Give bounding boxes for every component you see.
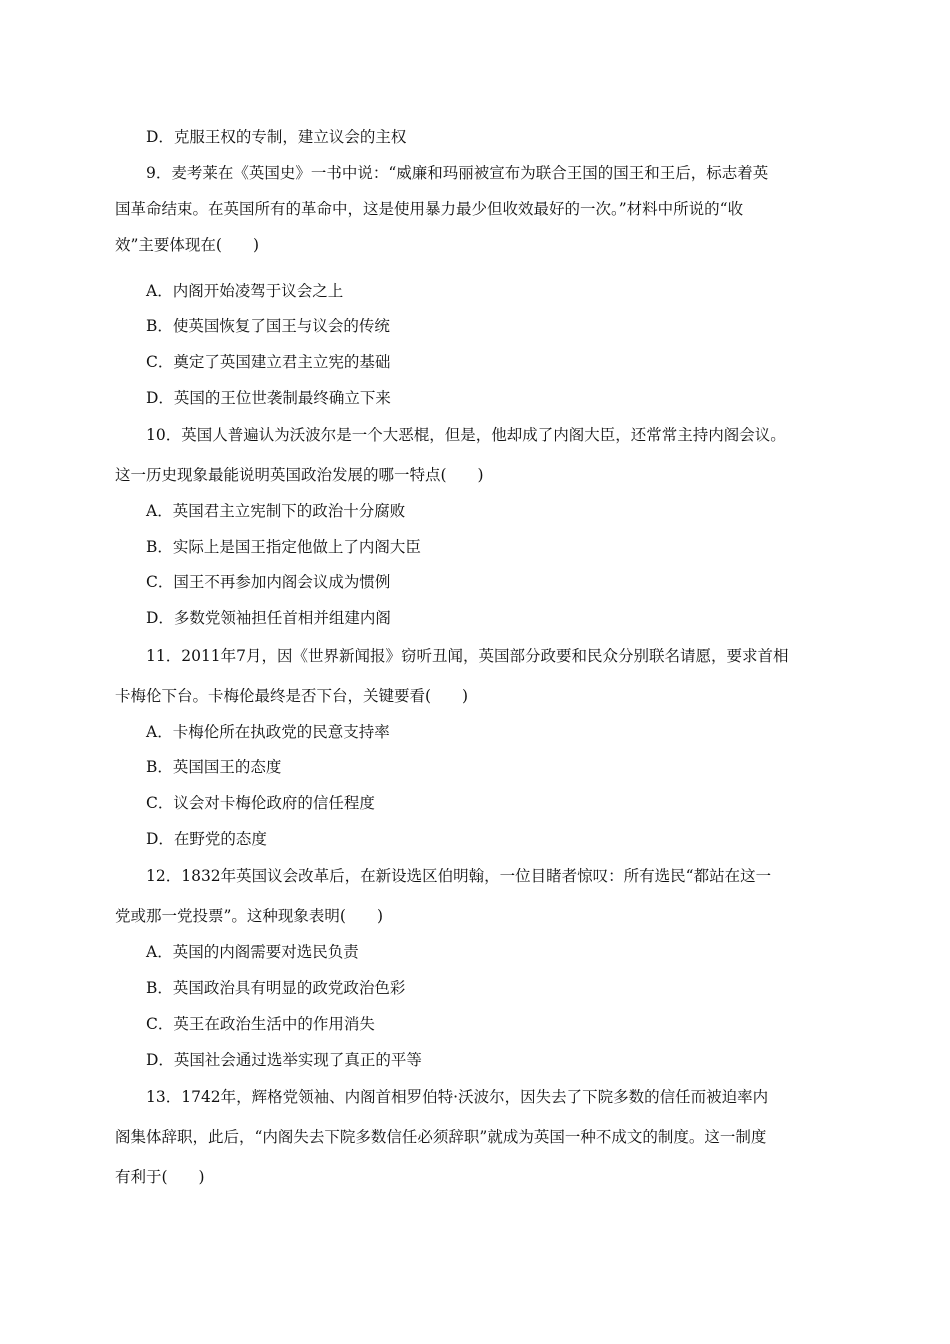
q10-option-a: A．英国君主立宪制下的政治十分腐败 xyxy=(146,502,406,520)
q11-stem-line-2: 卡梅伦下台。卡梅伦最终是否下台，关键要看( ) xyxy=(115,687,469,705)
q11-option-d: D．在野党的态度 xyxy=(146,830,267,848)
q10-stem-line-2: 这一历史现象最能说明英国政治发展的哪一特点( ) xyxy=(115,466,484,484)
q9-option-a: A．内阁开始凌驾于议会之上 xyxy=(146,282,344,300)
q10-option-c: C．国王不再参加内阁会议成为惯例 xyxy=(146,573,391,591)
q9-stem-line-1: 9．麦考莱在《英国史》一书中说：“威廉和玛丽被宣布为联合王国的国王和王后，标志着英 xyxy=(146,164,769,182)
q10-stem-line-1: 10．英国人普遍认为沃波尔是一个大恶棍，但是，他却成了内阁大臣，还常常主持内阁会议。 xyxy=(146,426,786,444)
q11-option-a: A．卡梅伦所在执政党的民意支持率 xyxy=(146,723,390,741)
q12-stem-line-2: 党或那一党投票”。这种现象表明( ) xyxy=(115,907,384,925)
q12-option-c: C．英王在政治生活中的作用消失 xyxy=(146,1015,375,1033)
q11-stem-line-1: 11．2011年7月，因《世界新闻报》窃听丑闻，英国部分政要和民众分别联名请愿，要求首相 xyxy=(146,647,789,665)
q10-option-d: D．多数党领袖担任首相并组建内阁 xyxy=(146,609,391,627)
q12-option-a: A．英国的内阁需要对选民负责 xyxy=(146,943,359,961)
q10-option-b: B．实际上是国王指定他做上了内阁大臣 xyxy=(146,538,421,556)
q9-stem-line-3: 效”主要体现在( ) xyxy=(115,236,260,254)
q12-option-b: B．英国政治具有明显的政党政治色彩 xyxy=(146,979,406,997)
q9-option-b: B．使英国恢复了国王与议会的传统 xyxy=(146,317,390,335)
q8-option-d: D．克服王权的专制，建立议会的主权 xyxy=(146,128,407,146)
q13-stem-line-1: 13．1742年，辉格党领袖、内阁首相罗伯特·沃波尔，因失去了下院多数的信任而被迫率内 xyxy=(146,1088,769,1106)
q11-option-c: C．议会对卡梅伦政府的信任程度 xyxy=(146,794,375,812)
q11-option-b: B．英国国王的态度 xyxy=(146,758,282,776)
q13-stem-line-3: 有利于( ) xyxy=(115,1168,205,1186)
q9-stem-line-2: 国革命结束。在英国所有的革命中，这是使用暴力最少但收效最好的一次。”材料中所说的“收 xyxy=(115,200,744,218)
q13-stem-line-2: 阁集体辞职，此后，“内阁失去下院多数信任必须辞职”就成为英国一种不成文的制度。这一制度 xyxy=(115,1128,767,1146)
q9-option-c: C．奠定了英国建立君主立宪的基础 xyxy=(146,353,391,371)
q9-option-d: D．英国的王位世袭制最终确立下来 xyxy=(146,389,391,407)
q12-option-d: D．英国社会通过选举实现了真正的平等 xyxy=(146,1051,422,1069)
q12-stem-line-1: 12．1832年英国议会改革后，在新设选区伯明翰，一位目睹者惊叹：所有选民“都站在这一 xyxy=(146,867,772,885)
